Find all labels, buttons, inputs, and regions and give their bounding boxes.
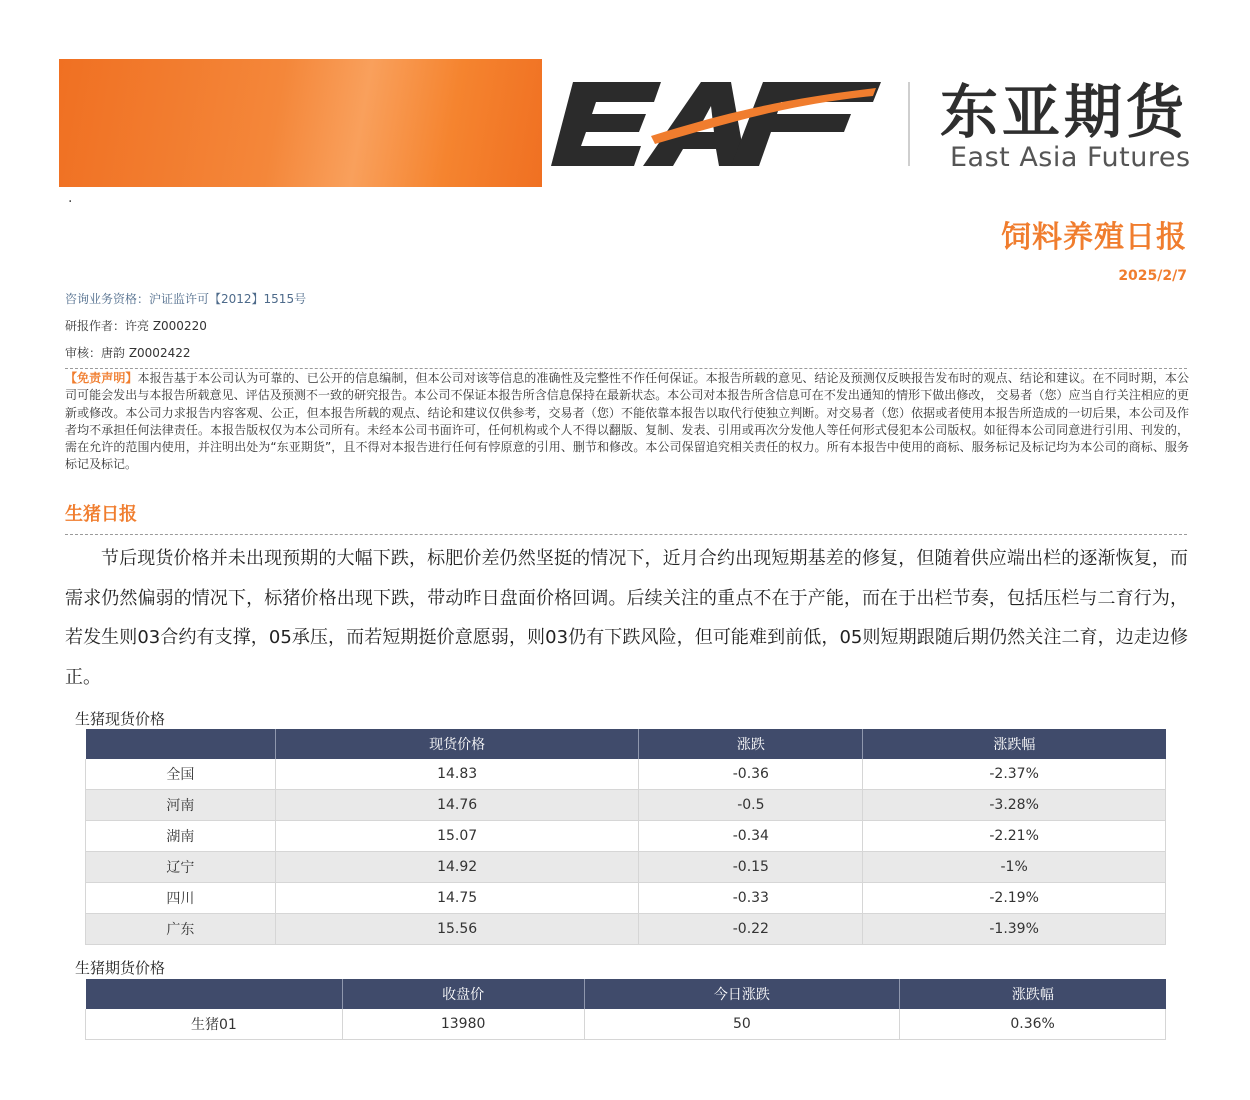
change-pct-cell: -3.28%: [863, 790, 1166, 821]
disclaimer-text: 本报告基于本公司认为可靠的、已公开的信息编制，但本公司对该等信息的准确性及完整性不作任何保证。本报告所载的意见、结论及预测仅反映报告发布时的观点、结论和建议。在不同时期，本公司可能会发出与本报告所载意见、评估及预测不一致的研究报告。本公司不保证本报告所含信息保持在最新状态。本公司对本报告所含信息可在不发出通知的情形下做出修改， 交易者（您）应当自行关注相应的更新或修改。本公司力求报告内容客观、公正，但本报告所载的观点、结论和建议仅供参考，交易者（您）不能依靠本报告以取代行使独立判断。对交易者（您）依据或者使用本报告所造成的一切后果，本公司及作者均不承担任何法律责任。本报告版权仅为本公司所有。未经本公司书面许可，任何机构或个人不得以翻版、复制、发表、引用或再次分发他人等任何形式侵犯本公司版权。如征得本公司同意进行引用、刊发的，需在允许的范围内使用，并注明出处为“东亚期货”，且不得对本报告进行任何有悖原意的引用、删节和修改。本公司保留追究相关责任的权力。所有本报告中使用的商标、服务标记及标记均为本公司的商标、服务标记及标记。: [65, 371, 1189, 472]
table-header-row: [86, 729, 1166, 759]
change-pct-cell: -1.39%: [863, 914, 1166, 945]
price-cell: 15.07: [275, 821, 639, 852]
region-cell: 广东: [86, 914, 276, 945]
change-pct-cell: -2.19%: [863, 883, 1166, 914]
price-cell: 14.92: [275, 852, 639, 883]
spot-price-table: [85, 729, 1166, 945]
table-header-cell: [86, 979, 343, 1009]
close-price-cell: 13980: [342, 1009, 584, 1040]
change-cell: -0.22: [639, 914, 863, 945]
change-pct-cell: -2.21%: [863, 821, 1166, 852]
price-cell: 14.83: [275, 759, 639, 790]
region-cell: 全国: [86, 759, 276, 790]
brand-name-cn: 东亚期货: [940, 78, 1189, 146]
futures-table-caption: 生猪期货价格: [75, 959, 166, 977]
table-row: [86, 759, 1166, 790]
change-cell: -0.5: [639, 790, 863, 821]
futures-price-table: [85, 979, 1166, 1040]
reviewer-info: 审核：唐韵 Z0002422: [65, 346, 191, 360]
change-cell: -0.33: [639, 883, 863, 914]
change-cell: -0.15: [639, 852, 863, 883]
change-cell: -0.34: [639, 821, 863, 852]
table-row: [86, 852, 1166, 883]
orange-banner: [59, 59, 542, 187]
change-pct-cell: -1%: [863, 852, 1166, 883]
analysis-paragraph: 节后现货价格并未出现预期的大幅下跌，标肥价差仍然坚挺的情况下，近月合约出现短期基差的修复，但随着供应端出栏的逐渐恢复，而需求仍然偏弱的情况下，标猪价格出现下跌，带动昨日盘面价格回调。后续关注的重点不在于产能，而在于出栏节奏，包括压栏与二育行为，若发生则03合约有支撑，05承压，而若短期挺价意愿弱，则03仍有下跌风险，但可能难到前低，05则短期跟随后期仍然关注二育，边走边修正。: [65, 548, 1188, 688]
section-title: 生猪日报: [65, 504, 137, 525]
change-cell: -0.36: [639, 759, 863, 790]
price-cell: 14.76: [275, 790, 639, 821]
dot-mark: .: [68, 190, 73, 206]
table-header-cell: 收盘价: [342, 979, 584, 1009]
table-row: [86, 1009, 1166, 1040]
divider-top: [65, 368, 1187, 369]
license-info: 咨询业务资格：沪证监许可【2012】1515号: [65, 292, 307, 306]
report-date: 2025/2/7: [1118, 268, 1187, 284]
table-header-cell: 现货价格: [275, 729, 639, 759]
region-cell: 四川: [86, 883, 276, 914]
table-header-cell: 涨跌幅: [863, 729, 1166, 759]
author-info: 研报作者：许亮 Z000220: [65, 319, 207, 333]
table-header-cell: 今日涨跌: [584, 979, 900, 1009]
region-cell: 湖南: [86, 821, 276, 852]
disclaimer-tag: 【免责声明】: [65, 371, 138, 385]
logo-divider: [908, 82, 910, 166]
change-pct-cell: -2.37%: [863, 759, 1166, 790]
region-cell: 河南: [86, 790, 276, 821]
eaf-logo-icon: [551, 74, 881, 174]
price-cell: 15.56: [275, 914, 639, 945]
change-cell: 50: [584, 1009, 900, 1040]
contract-cell: 生猪01: [86, 1009, 343, 1040]
brand-name-en: East Asia Futures: [950, 142, 1191, 173]
table-row: [86, 821, 1166, 852]
disclaimer: [65, 370, 1189, 474]
table-row: [86, 914, 1166, 945]
report-title: 饲料养殖日报: [1001, 220, 1187, 255]
table-header-cell: 涨跌幅: [900, 979, 1166, 1009]
price-cell: 14.75: [275, 883, 639, 914]
spot-table-caption: 生猪现货价格: [75, 710, 166, 728]
table-header-row: [86, 979, 1166, 1009]
table-header-cell: 涨跌: [639, 729, 863, 759]
table-row: [86, 883, 1166, 914]
change-pct-cell: 0.36%: [900, 1009, 1166, 1040]
divider-section: [65, 534, 1187, 535]
table-header-cell: [86, 729, 276, 759]
table-row: [86, 790, 1166, 821]
region-cell: 辽宁: [86, 852, 276, 883]
